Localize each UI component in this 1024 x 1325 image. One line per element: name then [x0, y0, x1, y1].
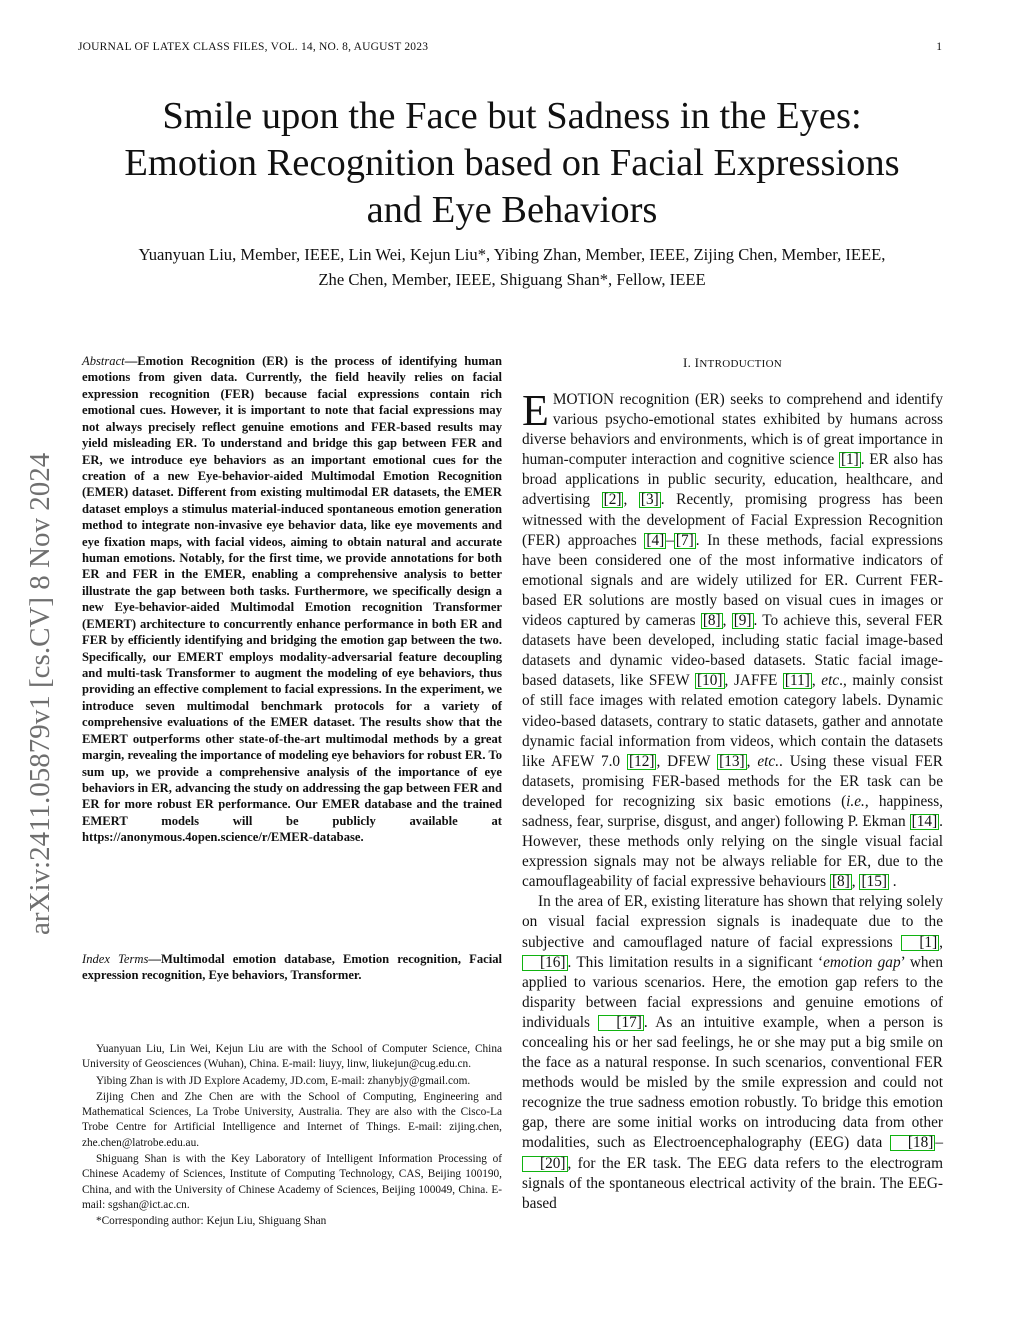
citation-link[interactable]: [8] [702, 612, 721, 630]
text-run: , happiness, sadness, fear, surprise, disgust, and anger) following P. Ekman [522, 792, 943, 830]
text-run: – [935, 1134, 943, 1152]
text-run: . As an intuitive example, when a person is concealing his or her sad feelings, he or she may put a big smile on the face as a natural response. In such scenarios, conventional FER methods would be misled by the smile expression and could not recognize the true sadness emotion robustly. To bridge this emotion gap, there are some initial works on introducing data from other modalities, such as Electroencephalography (EEG) data [522, 1013, 944, 1152]
italic-run: etc [821, 672, 840, 690]
affiliation-note: Yibing Zhan is with JD Explore Academy, JD.com, E-mail: zhanybjy@gmail.com. [96, 1074, 471, 1087]
author-list [60, 242, 964, 292]
introduction-body [522, 386, 944, 1214]
paper-title [60, 93, 964, 234]
citation-link[interactable]: [17] [598, 1015, 644, 1031]
affiliation-note: Shiguang Shan is with the Key Laboratory of Intelligent Information Processing of Chinese Academy of Sciences, Institute of Computing Technology, CAS, Beijing 100190, China, and with the University of Chinese Academy of Sciences, Beijing 100049, China. E-mail: sgshan@ict.ac.cn. [82, 1153, 502, 1211]
journal-header: JOURNAL OF LATEX CLASS FILES, VOL. 14, NO. 8, AUGUST 2023 [78, 41, 429, 53]
affiliations-footnote [82, 1042, 502, 1231]
authors-line: Yuanyuan Liu, Member, IEEE, Lin Wei, Kejun Liu*, Yibing Zhan, Member, IEEE, Zijing Chen, Member, IEEE, [138, 245, 886, 264]
citation-link[interactable]: [8] [831, 873, 850, 891]
title-line: Smile upon the Face but Sadness in the Eyes: [162, 95, 862, 137]
citation-link[interactable]: [11] [784, 672, 810, 690]
title-line: and Eye Behaviors [366, 189, 658, 231]
section-rest: NTRODUCTION [699, 358, 783, 370]
section-numeral: I. [682, 355, 695, 370]
citation-link[interactable]: [7] [675, 531, 694, 549]
citation-link[interactable]: [9] [733, 612, 752, 630]
citation-link[interactable]: [10] [697, 672, 723, 690]
text-run: , for the ER task. The EEG data refers to the electrogram signals of the spontaneous electrical activity of the brain. The EEG-based [522, 1154, 943, 1212]
abstract-label: Abstract [82, 354, 125, 368]
citation-link[interactable]: [16] [522, 955, 568, 971]
arxiv-stamp: arXiv:2411.05879v1 [cs.CV] 8 Nov 2024 [24, 452, 56, 935]
abstract [82, 353, 502, 846]
affiliation-note: Zijing Chen and Zhe Chen are with the School of Computing, Engineering and Mathematical Sciences, La Trobe University, Australia. They are also with the Cisco-La Trobe Centre for Artificial Intelligence and Internet of Things. E-mail: zijing.chen, zhe.chen@latrobe.edu.au. [82, 1090, 502, 1149]
affiliation-note: Yuanyuan Liu, Lin Wei, Kejun Liu are with the School of Computer Science, China University of Geosciences (Wuhan), China. E-mail: liuyy, linw, liukejun@cug.edu.cn. [82, 1043, 502, 1071]
authors-line: Zhe Chen, Member, IEEE, Shiguang Shan*, Fellow, IEEE [318, 270, 706, 289]
citation-link[interactable]: [13] [719, 752, 745, 770]
citation-link[interactable]: [3] [640, 491, 659, 509]
italic-run: emotion gap [823, 953, 901, 971]
index-terms-text: —Multimodal emotion database, Emotion recognition, Facial expression recognition, Eye behaviors, Transformer. [82, 952, 502, 983]
text-run: , [811, 672, 822, 690]
citation-link[interactable]: [20] [522, 1156, 568, 1172]
text-run: In the area of ER, existing literature has shown that relying solely on visual facial expression signals is inadequate due to the subjective and camouflaged nature of facial expressions [522, 893, 943, 951]
section-first-letter: I [694, 355, 700, 370]
text-run: . ER also has broad applications in public security, education, healthcare, and advertising [522, 451, 943, 509]
text-run: MOTION recognition (ER) seeks to comprehend and identify various psycho-emotional states exhibited by humans across diverse behaviors and environments, which is of great importance in human-computer interaction and cognitive science [522, 391, 943, 469]
text-run: , [851, 873, 860, 891]
text-run: ., mainly consist of still face images with related emotion category labels. Dynamic video-based datasets, contrary to static datasets, gather and annotate dynamic facial information from videos, which contain the datasets like AFEW 7.0 [522, 672, 943, 770]
citation-link[interactable]: [4] [646, 531, 665, 549]
title-line: Emotion Recognition based on Facial Expressions [124, 142, 900, 184]
intro-paragraph [522, 892, 943, 1214]
text-run: . However, these methods only relying on the single visual facial expression signals may not be always reliable for ER, due to the camouflageability of facial expressive behaviours [522, 812, 943, 891]
text-run: , JAFFE [724, 672, 783, 690]
text-run: . To achieve this, several FER datasets have been developed, including static facial image-based datasets and dynamic video-based datasets. Static facial image-based datasets, like SFEW [522, 612, 944, 690]
index-terms-label: Index Terms [82, 952, 149, 966]
text-run: , [623, 491, 639, 509]
abstract-text: —Emotion Recognition (ER) is the process of identifying human emotions from given data. Currently, the field heavily relies on facial expression recognition (FER) because facial expressions contain rich emotional cues. However, it is important to note that facial expressions may not always precisely reflect genuine emotions and FER-based results may yield misleading ER. To understand and bridge this gap between FER and ER, we introduce eye behaviors as an important emotional cues for the creation of a new Eye-behavior-aided Multimodal Emotion Recognition (EMER) dataset. Different from existing multimodal ER datasets, the EMER dataset employs a stimulus material-induced spontaneous emotion generation method to integrate non-invasive eye behavior data, like eye movements and eye fixation maps, with facial videos, aiming to obtain natural and accurate human emotions. Notably, for the first time, we provide annotations for both ER and FER in the EMER, enabling a comprehensive analysis to better illustrate the gap between both tasks. Furthermore, we specifically design a new Eye-behavior-aided Multimodal Emotion recognition Transformer (EMERT) architecture to concurrently enhance performance in both ER and FER by efficiently identifying and bridging the emotion gap between the two. Specifically, our EMERT employs modality-adversarial feature decoupling and multi-task Transformer to augment the modeling of eye behaviors, thus providing an effective complement to facial expressions. In the experiment, we introduce seven multimodal benchmark protocols for a variety of comprehensive evaluations of the EMER dataset. The results show that the EMERT outperforms other state-of-the-art multimodal methods by a great margin, revealing the importance of modeling eye behaviors for robust ER. To sum up, we provide a comprehensive analysis of the importance of eye behaviors in ER, advancing the study on addressing the gap between FER and ER for more robust ER performance. Our EMER database and the trained EMERT models will be publicly available at https://anonymous.4open.science/r/EMER-database. [82, 354, 502, 845]
italic-run: i.e. [846, 792, 865, 810]
drop-cap: E [522, 386, 549, 435]
citation-link[interactable]: [14] [911, 812, 938, 830]
text-run: . Recently, promising progress has been witnessed with the development of Facial Expression Recognition (FER) approaches [522, 491, 943, 549]
section-heading [522, 355, 943, 371]
citation-link[interactable]: [18] [890, 1135, 936, 1151]
corresponding-author-note: *Corresponding author: Kejun Liu, Shiguang Shan [96, 1215, 327, 1228]
citation-link[interactable]: [1] [840, 451, 859, 469]
italic-run: etc. [757, 752, 780, 770]
text-run: , [722, 612, 732, 630]
text-run: , [746, 752, 758, 770]
text-run: , DFEW [656, 752, 718, 770]
citation-link[interactable]: [15] [861, 873, 887, 891]
text-run: . Using these visual FER datasets, promising FER-based methods for the ER task can be developed for recognizing six basic emotions ( [522, 752, 943, 810]
intro-paragraph [522, 386, 944, 892]
index-terms [82, 951, 502, 984]
text-run: . [888, 873, 897, 891]
page-number: 1 [936, 41, 942, 53]
text-run: – [666, 531, 674, 549]
text-run: . This limitation results in a significant ‘ [567, 953, 824, 971]
text-run: ’ when applied to various scenarios. Here, the emotion gap refers to the disparity between facial expressions and genuine emotions of individuals [522, 953, 943, 1031]
citation-link[interactable]: [1] [901, 935, 939, 951]
citation-link[interactable]: [12] [628, 752, 655, 770]
text-run: . In these methods, facial expressions have been considered one of the most informative indicators of emotional signals and are widely utilized for ER. Current FER-based ER solutions are mostly based on visual cues in images or videos captured by cameras [522, 531, 943, 630]
text-run: , [939, 933, 943, 951]
citation-link[interactable]: [2] [603, 491, 622, 509]
